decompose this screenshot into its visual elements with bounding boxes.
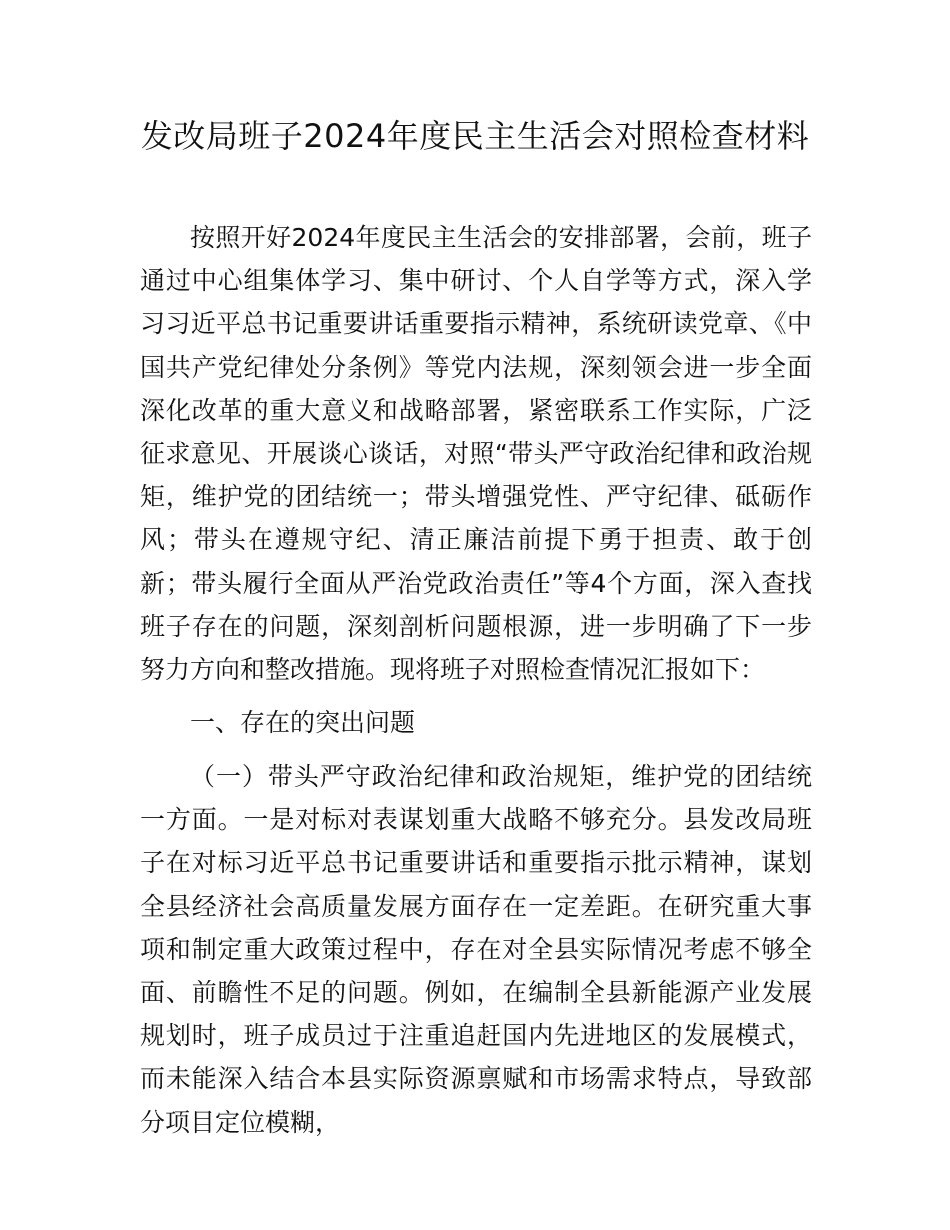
document-title: 发改局班子2024年度民主生活会对照检查材料 bbox=[140, 117, 810, 155]
section-heading: 一、存在的突出问题 bbox=[190, 708, 416, 737]
intro-paragraph: 按照开好2024年度民主生活会的安排部署，会前，班子通过中心组集体学习、集中研讨、个人自学等方式，深入学习习近平总书记重要讲话重要指示精神，系统研读党章、《中国共产党纪律处分条例》等党内法规，深刻领会进一步全面深化改革的重大意义和战略部署，紧密联系工作实际，广泛征求意见、开展谈心谈话，对照“带头严守政治纪律和政治规矩，维护党的团结统一；带头增强党性、严守纪律、砥砺作风；带头在遵规守纪、清正廉洁前提下勇于担责、敢于创新；带头履行全面从严治党政治责任”等4个方面，深入查找班子存在的问题，深刻剖析问题根源，进一步明确了下一步努力方向和整改措施。现将班子对照检查情况汇报如下： bbox=[140, 223, 812, 685]
section-paragraph: （一）带头严守政治纪律和政治规矩，维护党的团结统一方面。一是对标对表谋划重大战略不够充分。县发改局班子在对标习近平总书记重要讲话和重要指示批示精神，谋划全县经济社会高质量发展方面存在一定差距。在研究重大事项和制定重大政策过程中，存在对全县实际情况考虑不够全面、前瞻性不足的问题。例如，在编制全县新能源产业发展规划时，班子成员过于注重追赶国内先进地区的发展模式，而未能深入结合本县实际资源禀赋和市场需求特点，导致部分项目定位模糊， bbox=[140, 762, 812, 1137]
